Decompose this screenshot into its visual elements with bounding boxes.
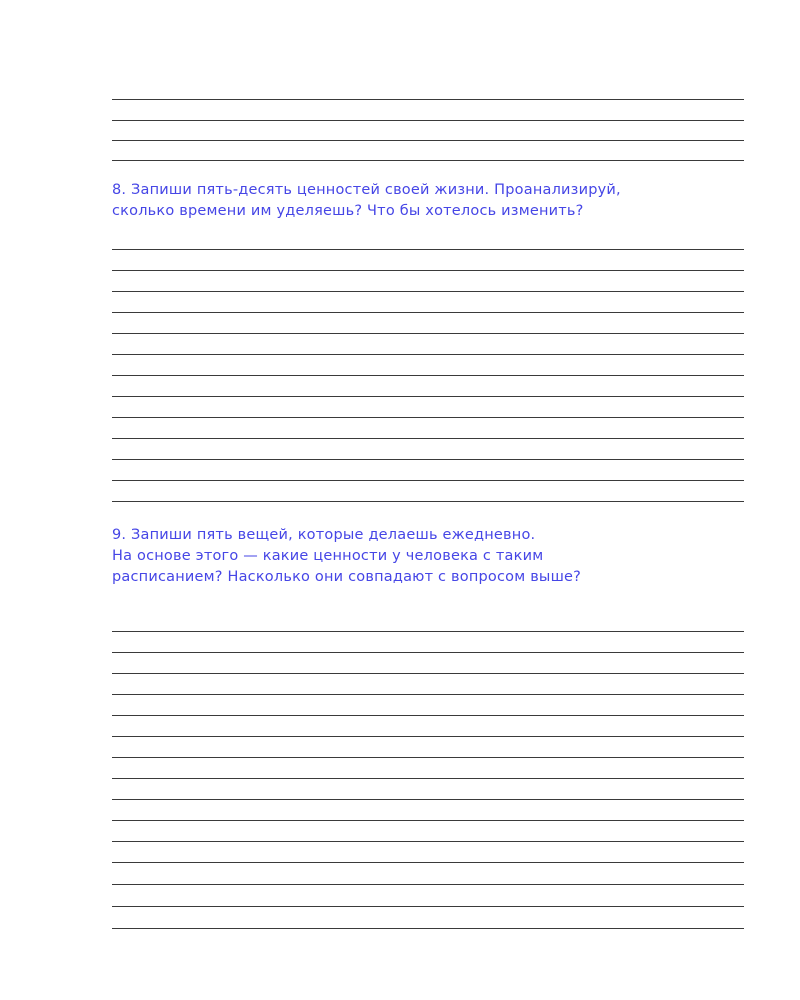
answer-line[interactable] [112,820,744,821]
answer-line[interactable] [112,438,744,439]
answer-line[interactable] [112,928,744,929]
answer-line[interactable] [112,270,744,271]
answer-line[interactable] [112,140,744,141]
answer-line[interactable] [112,375,744,376]
answer-line[interactable] [112,884,744,885]
answer-line[interactable] [112,652,744,653]
answer-line[interactable] [112,333,744,334]
question-8 [112,180,752,222]
answer-line[interactable] [112,501,744,502]
answer-line[interactable] [112,312,744,313]
answer-line[interactable] [112,694,744,695]
answer-line[interactable] [112,99,744,100]
question-8-line-2: сколько времени им уделяешь? Что бы хотелось изменить? [112,203,584,219]
answer-line[interactable] [112,354,744,355]
answer-line[interactable] [112,120,744,121]
answer-line[interactable] [112,778,744,779]
answer-line[interactable] [112,906,744,907]
answer-line[interactable] [112,715,744,716]
answer-line[interactable] [112,757,744,758]
answer-line[interactable] [112,396,744,397]
answer-line[interactable] [112,160,744,161]
question-9-line-2: На основе этого — какие ценности у человека с таким [112,548,544,564]
answer-line[interactable] [112,291,744,292]
answer-line[interactable] [112,799,744,800]
answer-line[interactable] [112,417,744,418]
answer-line[interactable] [112,673,744,674]
answer-line[interactable] [112,249,744,250]
answer-line[interactable] [112,862,744,863]
answer-line[interactable] [112,736,744,737]
answer-line[interactable] [112,480,744,481]
answer-line[interactable] [112,631,744,632]
question-9-line-1: 9. Запиши пять вещей, которые делаешь ежедневно. [112,527,536,543]
question-8-line-1: 8. Запиши пять-десять ценностей своей жизни. Проанализируй, [112,182,621,198]
answer-line[interactable] [112,459,744,460]
answer-line[interactable] [112,841,744,842]
question-9 [112,525,752,588]
question-9-line-3: расписанием? Насколько они совпадают с вопросом выше? [112,569,582,585]
